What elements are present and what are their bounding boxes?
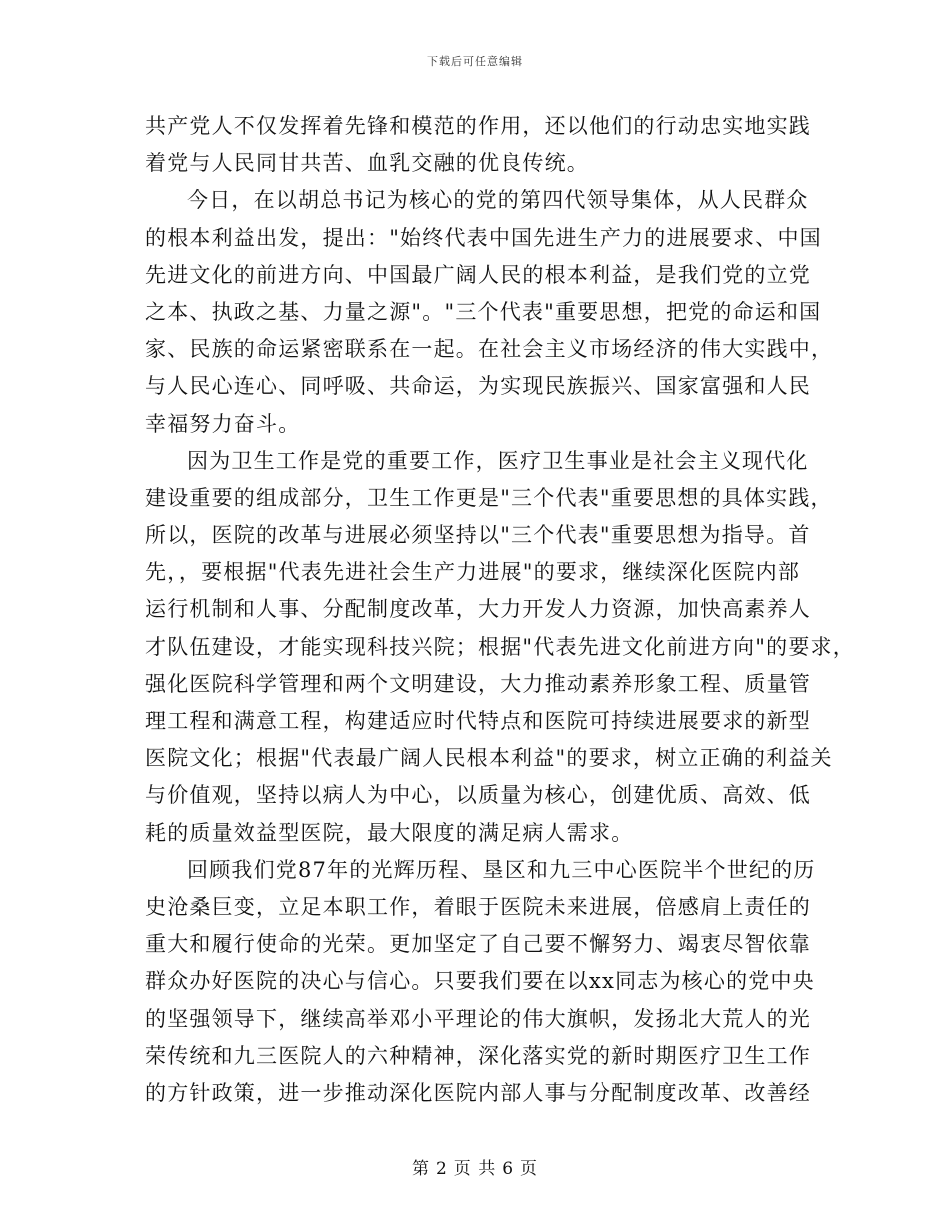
text-line: 幸福努力奋斗。 bbox=[145, 411, 301, 436]
text-line: 理工程和满意工程，构建适应时代特点和医院可持续进展要求的新型 bbox=[145, 709, 811, 733]
text-line: 共产党人不仅发挥着先锋和模范的作用，还以他们的行动忠实地实践 bbox=[145, 114, 811, 138]
text-line: 与价值观，坚持以病人为中心，以质量为核心，创建优质、高效、低 bbox=[145, 783, 811, 808]
text-line: 荣传统和九三医院人的六种精神，深化落实党的新时期医疗卫生工作 bbox=[145, 1043, 811, 1068]
text-line: 医院文化；根据"代表最广阔人民根本利益"的要求，树立正确的利益关 bbox=[145, 746, 833, 771]
footer-prefix: 第 bbox=[411, 1159, 430, 1179]
text-line: 建设重要的组成部分，卫生工作更是"三个代表"重要思想的具体实践， bbox=[145, 485, 833, 510]
text-line: 才队伍建设，才能实现科技兴院；根据"代表先进文化前进方向"的要求， bbox=[145, 634, 855, 659]
text-line: 的根本利益出发，提出："始终代表中国先进生产力的进展要求、中国 bbox=[145, 225, 822, 250]
text-line: 耗的质量效益型医院，最大限度的满足病人需求。 bbox=[145, 820, 634, 845]
text-line: 史沧桑巨变，立足本职工作，着眼于医院未来进展，倍感肩上责任的 bbox=[145, 894, 811, 919]
text-line: 群众办好医院的决心与信心。只要我们要在以xx同志为核心的党中央 bbox=[145, 969, 815, 994]
text-line: 今日，在以胡总书记为核心的党的第四代领导集体，从人民群众 bbox=[187, 188, 809, 213]
page-number-footer bbox=[0, 1154, 950, 1179]
footer-mid: 页 共 bbox=[453, 1159, 497, 1179]
text-line: 之本、执政之基、力量之源"。"三个代表"重要思想，把党的命运和国 bbox=[145, 299, 822, 324]
text-line: 运行机制和人事、分配制度改革，大力开发人力资源，加快高素养人 bbox=[145, 597, 811, 622]
current-page-number: 2 bbox=[435, 1159, 448, 1179]
text-line: 先，，要根据"代表先进社会生产力进展"的要求，继续深化医院内部 bbox=[145, 560, 801, 585]
page-header-note: 下载后可任意编辑 bbox=[427, 55, 523, 68]
text-line: 重大和履行使命的光荣。更加坚定了自己要不懈努力、竭衷尽智依靠 bbox=[145, 932, 811, 957]
footer-suffix: 页 bbox=[520, 1159, 539, 1179]
text-line: 与人民心连心、同呼吸、共命运，为实现民族振兴、国家富强和人民 bbox=[145, 374, 811, 399]
text-line: 所以，医院的改革与进展必须坚持以"三个代表"重要思想为指导。首 bbox=[145, 523, 811, 548]
text-line: 因为卫生工作是党的重要工作，医疗卫生事业是社会主义现代化 bbox=[187, 448, 809, 473]
text-line: 的坚强领导下，继续高举邓小平理论的伟大旗帜，发扬北大荒人的光 bbox=[145, 1006, 811, 1031]
text-line: 着党与人民同甘共苦、血乳交融的优良传统。 bbox=[145, 151, 589, 176]
document-body bbox=[145, 108, 855, 1112]
total-page-count: 6 bbox=[502, 1159, 515, 1179]
text-line: 强化医院科学管理和两个文明建设，大力推动素养形象工程、质量管 bbox=[145, 671, 811, 696]
text-line: 回顾我们党87年的光辉历程、垦区和九三中心医院半个世纪的历 bbox=[187, 857, 816, 882]
text-line: 家、民族的命运紧密联系在一起。在社会主义市场经济的伟大实践中， bbox=[145, 337, 834, 362]
text-line: 先进文化的前进方向、中国最广阔人民的根本利益，是我们党的立党 bbox=[145, 262, 811, 287]
text-line: 的方针政策，进一步推动深化医院内部人事与分配制度改革、改善经 bbox=[145, 1080, 811, 1105]
